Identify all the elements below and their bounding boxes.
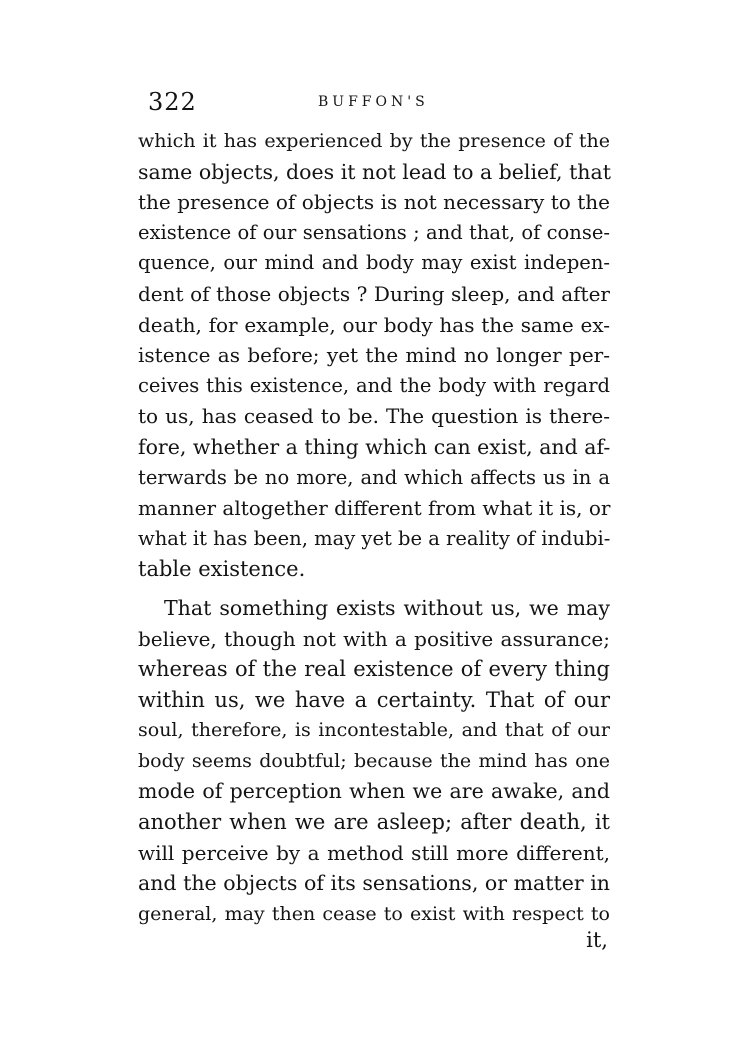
- page-number: 322: [148, 88, 197, 116]
- text-line: which it has experienced by the presence of the: [138, 130, 610, 152]
- text-line: will perceive by a method still more different,: [138, 840, 610, 865]
- text-line: the presence of objects is not necessary to the: [138, 190, 610, 215]
- text-line: soul, therefore, is incontestable, and that of our: [138, 719, 610, 742]
- text-line: dent of those objects ? During sleep, and after: [138, 281, 610, 306]
- page-header: [148, 88, 608, 122]
- text-line: table existence.: [138, 557, 306, 582]
- text-line: manner altogether different from what it is, or: [138, 496, 611, 521]
- text-line: mode of perception when we are awake, and: [138, 779, 610, 804]
- text-line: ceives this existence, and the body with regard: [138, 373, 610, 397]
- text-line: within us, we have a certainty. That of our: [138, 687, 610, 712]
- text-line: fore, whether a thing which can exist, and af-: [138, 434, 611, 459]
- paragraph-gap: [138, 585, 610, 593]
- paragraph: [138, 593, 610, 930]
- text-line: general, may then cease to exist with respect to: [138, 902, 610, 925]
- paragraph: [138, 126, 610, 585]
- text-line: and the objects of its sensations, or matter in: [138, 871, 610, 896]
- running-head: BUFFON'S: [318, 94, 429, 110]
- text-line: what it has been, may yet be a reality of indubi-: [138, 526, 611, 550]
- catchword: it,: [586, 928, 608, 952]
- text-line: quence, our mind and body may exist indepen-: [138, 251, 610, 275]
- text-line: whereas of the real existence of every thing: [138, 657, 610, 682]
- text-line: That something exists without us, we may: [164, 595, 610, 620]
- text-line: death, for example, our body has the same ex-: [138, 312, 610, 337]
- text-line: istence as before; yet the mind no longer per-: [138, 343, 610, 368]
- text-line: body seems doubtful; because the mind has one: [138, 749, 610, 772]
- text-line: believe, though not with a positive assurance;: [138, 626, 610, 651]
- text-line: terwards be no more, and which affects us in a: [138, 465, 610, 489]
- text-line: to us, has ceased to be. The question is there-: [138, 404, 610, 429]
- text-line: another when we are asleep; after death, it: [138, 810, 610, 835]
- text-line: existence of our sensations ; and that, of conse-: [138, 220, 610, 244]
- body-text: [138, 126, 610, 929]
- text-line: same objects, does it not lead to a belief, that: [138, 159, 611, 184]
